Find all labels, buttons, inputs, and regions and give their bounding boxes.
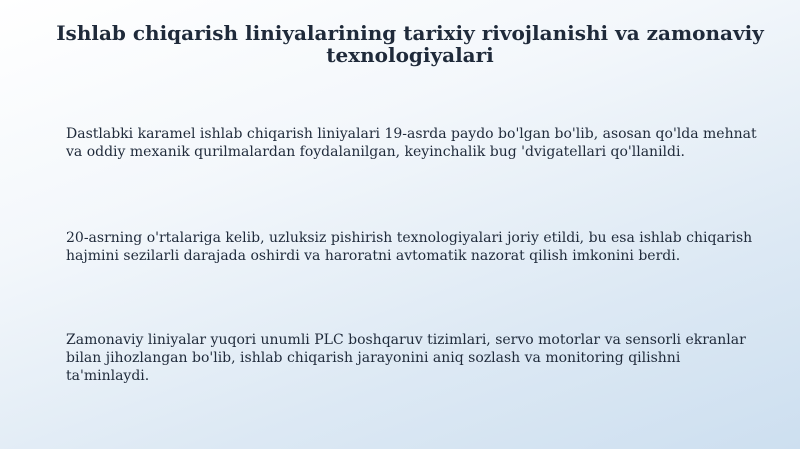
paragraph-history: Dastlabki karamel ishlab chiqarish liniyalari 19-asrda paydo bo'lgan bo'lib, asosan qo'lda mehnat va oddiy mexanik qurilmalardan foydalanilgan, keyinchalik bug 'dvigatellari qo'llanildi. — [66, 126, 757, 160]
slide-title: Ishlab chiqarish liniyalarining tarixiy rivojlanishi va zamonaviy texnologiyalari — [56, 21, 764, 67]
paragraph-continuous-cooking: 20-asrning o'rtalariga kelib, uzluksiz pishirish texnologiyalari joriy etildi, bu esa ishlab chiqarish hajmini sezilarli darajada oshirdi va haroratni avtomatik nazorat qilish imkonini berdi. — [66, 230, 753, 264]
paragraph-modern-lines: Zamonaviy liniyalar yuqori unumli PLC boshqaruv tizimlari, servo motorlar va sensorli ekranlar bilan jihozlangan bo'lib, ishlab chiqarish jarayonini aniq sozlash va monitoring qilishni ta'minlaydi. — [66, 332, 746, 384]
